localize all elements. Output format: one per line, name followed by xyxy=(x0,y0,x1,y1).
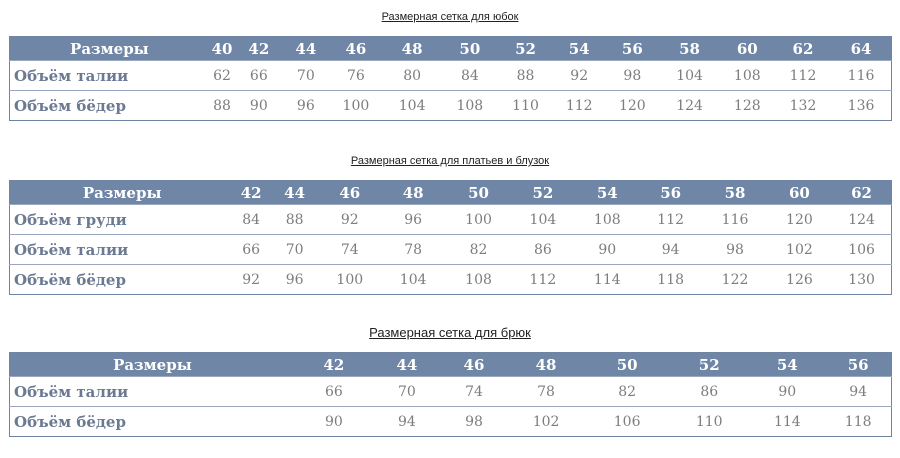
measurement-cell: 126 xyxy=(767,265,832,295)
measurement-cell: 98 xyxy=(441,407,507,437)
size-header-cell: 52 xyxy=(498,37,553,61)
size-header-cell: 44 xyxy=(268,181,321,205)
size-header-cell: 48 xyxy=(507,353,585,377)
size-header-cell: 48 xyxy=(382,37,441,61)
measurement-cell: 108 xyxy=(448,265,509,295)
table-row xyxy=(10,377,892,407)
dresses-size-table xyxy=(9,180,892,295)
measurement-cell: 88 xyxy=(498,61,553,91)
measurement-cell: 90 xyxy=(235,91,282,121)
measurement-cell: 92 xyxy=(553,61,605,91)
measurement-cell: 102 xyxy=(507,407,585,437)
measurement-cell: 118 xyxy=(825,407,891,437)
size-header-cell: 42 xyxy=(295,353,373,377)
header-row xyxy=(10,181,892,205)
size-header-cell: 54 xyxy=(749,353,825,377)
measurement-cell: 136 xyxy=(831,91,891,121)
size-header-cell: 64 xyxy=(831,37,891,61)
table-row xyxy=(10,61,892,91)
size-header-cell: 50 xyxy=(585,353,669,377)
size-header-cell: 50 xyxy=(448,181,509,205)
size-header-cell: 48 xyxy=(378,181,447,205)
measurement-cell: 70 xyxy=(268,235,321,265)
measurement-cell: 124 xyxy=(832,205,891,235)
measurement-cell: 116 xyxy=(703,205,766,235)
measurement-cell: 88 xyxy=(209,91,236,121)
skirts-table-title: Размерная сетка для юбок xyxy=(381,11,519,23)
trousers-size-table xyxy=(9,352,892,437)
measurement-cell: 74 xyxy=(441,377,507,407)
measurement-cell: 112 xyxy=(775,61,831,91)
measurement-cell: 122 xyxy=(703,265,766,295)
header-row xyxy=(10,353,892,377)
row-label: Объём груди xyxy=(10,205,235,235)
measurement-cell: 92 xyxy=(321,205,378,235)
measurement-cell: 74 xyxy=(321,235,378,265)
measurement-cell: 112 xyxy=(553,91,605,121)
measurement-cell: 98 xyxy=(703,235,766,265)
measurement-cell: 114 xyxy=(577,265,638,295)
size-header-cell: 62 xyxy=(832,181,891,205)
measurement-cell: 88 xyxy=(268,205,321,235)
measurement-cell: 66 xyxy=(234,235,268,265)
row-label: Объём талии xyxy=(10,235,235,265)
measurement-cell: 98 xyxy=(605,61,659,91)
measurement-cell: 66 xyxy=(235,61,282,91)
header-label: Размеры xyxy=(10,353,295,377)
row-label: Объём талии xyxy=(10,377,295,407)
size-header-cell: 46 xyxy=(441,353,507,377)
size-header-cell: 54 xyxy=(577,181,638,205)
size-header-cell: 52 xyxy=(509,181,576,205)
measurement-cell: 70 xyxy=(373,377,441,407)
size-header-cell: 42 xyxy=(234,181,268,205)
measurement-cell: 106 xyxy=(585,407,669,437)
size-header-cell: 50 xyxy=(442,37,498,61)
measurement-cell: 78 xyxy=(378,235,447,265)
header-label: Размеры xyxy=(10,37,209,61)
measurement-cell: 100 xyxy=(321,265,378,295)
size-header-cell: 58 xyxy=(703,181,766,205)
size-header-cell: 46 xyxy=(321,181,378,205)
measurement-cell: 102 xyxy=(767,235,832,265)
size-header-cell: 60 xyxy=(720,37,775,61)
size-header-cell: 44 xyxy=(282,37,329,61)
size-header-cell: 42 xyxy=(235,37,282,61)
measurement-cell: 110 xyxy=(669,407,749,437)
measurement-cell: 90 xyxy=(749,377,825,407)
table-row xyxy=(10,91,892,121)
trousers-table-title: Размерная сетка для брюк xyxy=(369,325,531,340)
measurement-cell: 94 xyxy=(638,235,703,265)
size-header-cell: 60 xyxy=(767,181,832,205)
measurement-cell: 80 xyxy=(382,61,441,91)
measurement-cell: 108 xyxy=(442,91,498,121)
size-header-cell: 54 xyxy=(553,37,605,61)
measurement-cell: 130 xyxy=(832,265,891,295)
measurement-cell: 100 xyxy=(448,205,509,235)
measurement-cell: 112 xyxy=(638,205,703,235)
measurement-cell: 104 xyxy=(659,61,719,91)
measurement-cell: 76 xyxy=(329,61,382,91)
measurement-cell: 96 xyxy=(268,265,321,295)
measurement-cell: 82 xyxy=(448,235,509,265)
measurement-cell: 84 xyxy=(442,61,498,91)
measurement-cell: 94 xyxy=(373,407,441,437)
measurement-cell: 82 xyxy=(585,377,669,407)
measurement-cell: 94 xyxy=(825,377,891,407)
measurement-cell: 112 xyxy=(509,265,576,295)
measurement-cell: 114 xyxy=(749,407,825,437)
measurement-cell: 78 xyxy=(507,377,585,407)
table-row xyxy=(10,265,892,295)
row-label: Объём бёдер xyxy=(10,407,295,437)
measurement-cell: 104 xyxy=(509,205,576,235)
skirts-size-table xyxy=(9,36,892,121)
measurement-cell: 92 xyxy=(234,265,268,295)
measurement-cell: 96 xyxy=(378,205,447,235)
row-label: Объём бёдер xyxy=(10,265,235,295)
measurement-cell: 86 xyxy=(669,377,749,407)
table-row xyxy=(10,407,892,437)
measurement-cell: 120 xyxy=(767,205,832,235)
row-label: Объём талии xyxy=(10,61,209,91)
measurement-cell: 100 xyxy=(329,91,382,121)
size-header-cell: 44 xyxy=(373,353,441,377)
size-header-cell: 58 xyxy=(659,37,719,61)
measurement-cell: 118 xyxy=(638,265,703,295)
measurement-cell: 90 xyxy=(577,235,638,265)
size-header-cell: 56 xyxy=(825,353,891,377)
measurement-cell: 108 xyxy=(577,205,638,235)
size-header-cell: 52 xyxy=(669,353,749,377)
measurement-cell: 86 xyxy=(509,235,576,265)
size-header-cell: 56 xyxy=(638,181,703,205)
measurement-cell: 96 xyxy=(282,91,329,121)
measurement-cell: 116 xyxy=(831,61,891,91)
measurement-cell: 66 xyxy=(295,377,373,407)
measurement-cell: 84 xyxy=(234,205,268,235)
measurement-cell: 104 xyxy=(378,265,447,295)
size-header-cell: 62 xyxy=(775,37,831,61)
measurement-cell: 104 xyxy=(382,91,441,121)
measurement-cell: 128 xyxy=(720,91,775,121)
measurement-cell: 124 xyxy=(659,91,719,121)
row-label: Объём бёдер xyxy=(10,91,209,121)
table-row xyxy=(10,235,892,265)
header-row xyxy=(10,37,892,61)
measurement-cell: 132 xyxy=(775,91,831,121)
size-header-cell: 56 xyxy=(605,37,659,61)
size-header-cell: 46 xyxy=(329,37,382,61)
measurement-cell: 90 xyxy=(295,407,373,437)
dresses-table-title: Размерная сетка для платьев и блузок xyxy=(350,155,550,167)
size-header-cell: 40 xyxy=(209,37,236,61)
measurement-cell: 108 xyxy=(720,61,775,91)
measurement-cell: 120 xyxy=(605,91,659,121)
measurement-cell: 70 xyxy=(282,61,329,91)
measurement-cell: 110 xyxy=(498,91,553,121)
table-row xyxy=(10,205,892,235)
header-label: Размеры xyxy=(10,181,235,205)
measurement-cell: 62 xyxy=(209,61,236,91)
measurement-cell: 106 xyxy=(832,235,891,265)
